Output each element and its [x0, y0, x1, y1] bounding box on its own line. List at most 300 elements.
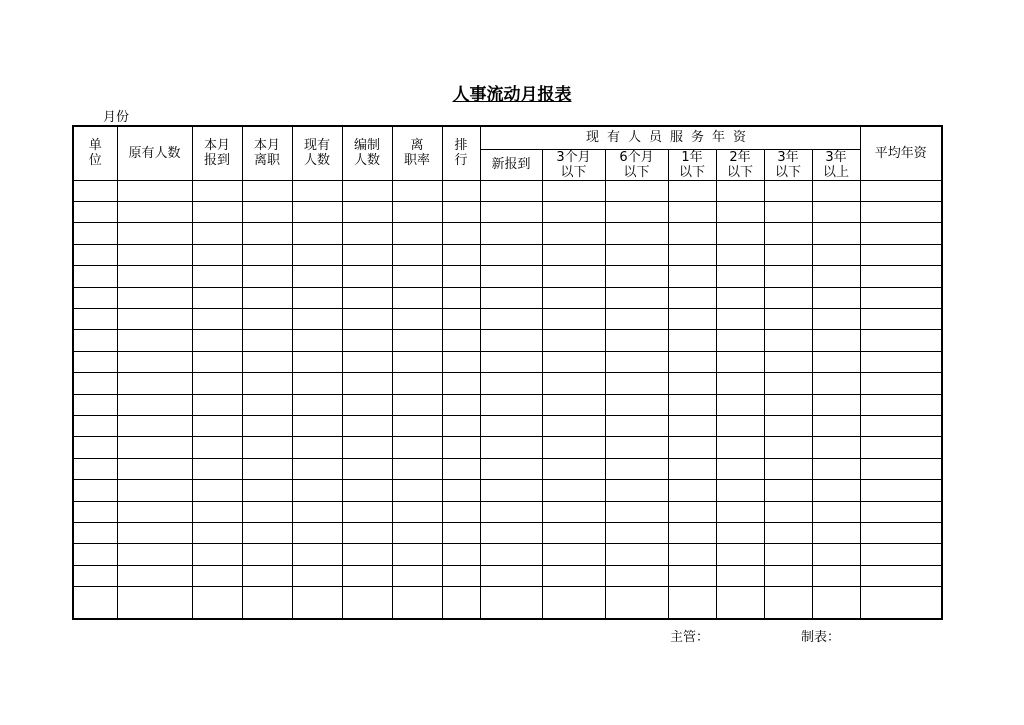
table-cell[interactable]: [242, 437, 292, 458]
table-cell[interactable]: [392, 394, 442, 415]
table-cell[interactable]: [860, 587, 942, 619]
table-cell[interactable]: [668, 523, 716, 544]
table-cell[interactable]: [342, 501, 392, 522]
table-cell[interactable]: [342, 523, 392, 544]
table-cell[interactable]: [73, 266, 117, 287]
table-cell[interactable]: [73, 330, 117, 351]
table-cell[interactable]: [605, 244, 668, 265]
table-cell[interactable]: [542, 458, 605, 479]
table-cell[interactable]: [442, 223, 480, 244]
table-cell[interactable]: [342, 565, 392, 586]
table-cell[interactable]: [860, 308, 942, 329]
table-cell[interactable]: [542, 544, 605, 565]
table-cell[interactable]: [860, 458, 942, 479]
table-cell[interactable]: [668, 201, 716, 222]
table-cell[interactable]: [342, 394, 392, 415]
table-cell[interactable]: [764, 351, 812, 372]
table-cell[interactable]: [542, 330, 605, 351]
table-cell[interactable]: [292, 480, 342, 501]
table-cell[interactable]: [605, 544, 668, 565]
table-cell[interactable]: [442, 244, 480, 265]
table-cell[interactable]: [242, 266, 292, 287]
table-cell[interactable]: [605, 458, 668, 479]
table-cell[interactable]: [192, 437, 242, 458]
table-cell[interactable]: [716, 587, 764, 619]
table-cell[interactable]: [668, 244, 716, 265]
table-cell[interactable]: [292, 587, 342, 619]
table-cell[interactable]: [242, 201, 292, 222]
table-cell[interactable]: [292, 351, 342, 372]
table-cell[interactable]: [442, 501, 480, 522]
table-cell[interactable]: [860, 415, 942, 436]
table-cell[interactable]: [812, 201, 860, 222]
table-cell[interactable]: [292, 266, 342, 287]
table-cell[interactable]: [342, 180, 392, 201]
table-cell[interactable]: [192, 415, 242, 436]
table-cell[interactable]: [668, 351, 716, 372]
table-cell[interactable]: [668, 587, 716, 619]
table-cell[interactable]: [542, 180, 605, 201]
table-cell[interactable]: [812, 351, 860, 372]
table-cell[interactable]: [480, 458, 542, 479]
table-cell[interactable]: [342, 373, 392, 394]
table-cell[interactable]: [764, 480, 812, 501]
table-cell[interactable]: [442, 544, 480, 565]
table-cell[interactable]: [605, 523, 668, 544]
table-cell[interactable]: [73, 287, 117, 308]
table-cell[interactable]: [480, 523, 542, 544]
table-cell[interactable]: [342, 587, 392, 619]
table-cell[interactable]: [716, 308, 764, 329]
table-cell[interactable]: [442, 394, 480, 415]
table-cell[interactable]: [812, 373, 860, 394]
table-cell[interactable]: [117, 394, 192, 415]
table-cell[interactable]: [117, 180, 192, 201]
table-cell[interactable]: [117, 373, 192, 394]
table-cell[interactable]: [73, 523, 117, 544]
table-cell[interactable]: [764, 180, 812, 201]
table-cell[interactable]: [812, 437, 860, 458]
table-cell[interactable]: [242, 523, 292, 544]
table-cell[interactable]: [812, 180, 860, 201]
table-cell[interactable]: [764, 308, 812, 329]
table-cell[interactable]: [542, 480, 605, 501]
table-cell[interactable]: [764, 287, 812, 308]
table-cell[interactable]: [605, 501, 668, 522]
table-cell[interactable]: [242, 458, 292, 479]
table-cell[interactable]: [542, 244, 605, 265]
table-cell[interactable]: [668, 373, 716, 394]
table-cell[interactable]: [442, 458, 480, 479]
table-cell[interactable]: [242, 544, 292, 565]
table-cell[interactable]: [605, 587, 668, 619]
table-cell[interactable]: [480, 287, 542, 308]
table-cell[interactable]: [292, 544, 342, 565]
table-cell[interactable]: [542, 201, 605, 222]
table-cell[interactable]: [392, 437, 442, 458]
table-cell[interactable]: [542, 587, 605, 619]
table-cell[interactable]: [668, 565, 716, 586]
table-cell[interactable]: [117, 244, 192, 265]
table-cell[interactable]: [117, 480, 192, 501]
table-cell[interactable]: [860, 330, 942, 351]
table-cell[interactable]: [668, 437, 716, 458]
table-cell[interactable]: [716, 266, 764, 287]
table-cell[interactable]: [716, 544, 764, 565]
table-cell[interactable]: [73, 373, 117, 394]
table-cell[interactable]: [860, 180, 942, 201]
table-cell[interactable]: [716, 287, 764, 308]
table-cell[interactable]: [716, 458, 764, 479]
table-cell[interactable]: [442, 373, 480, 394]
table-cell[interactable]: [292, 458, 342, 479]
table-cell[interactable]: [442, 415, 480, 436]
table-cell[interactable]: [480, 544, 542, 565]
table-cell[interactable]: [605, 373, 668, 394]
table-cell[interactable]: [542, 501, 605, 522]
table-cell[interactable]: [192, 458, 242, 479]
table-cell[interactable]: [73, 501, 117, 522]
table-cell[interactable]: [480, 394, 542, 415]
table-cell[interactable]: [812, 266, 860, 287]
table-cell[interactable]: [392, 480, 442, 501]
table-cell[interactable]: [860, 244, 942, 265]
table-cell[interactable]: [73, 201, 117, 222]
table-cell[interactable]: [392, 544, 442, 565]
table-cell[interactable]: [812, 394, 860, 415]
table-cell[interactable]: [392, 587, 442, 619]
table-cell[interactable]: [392, 330, 442, 351]
table-cell[interactable]: [860, 201, 942, 222]
table-cell[interactable]: [292, 308, 342, 329]
table-cell[interactable]: [342, 223, 392, 244]
table-cell[interactable]: [812, 544, 860, 565]
table-cell[interactable]: [860, 373, 942, 394]
table-cell[interactable]: [764, 266, 812, 287]
table-cell[interactable]: [812, 523, 860, 544]
table-cell[interactable]: [73, 587, 117, 619]
table-cell[interactable]: [542, 308, 605, 329]
table-cell[interactable]: [117, 523, 192, 544]
table-cell[interactable]: [73, 544, 117, 565]
table-cell[interactable]: [392, 223, 442, 244]
table-cell[interactable]: [342, 201, 392, 222]
table-cell[interactable]: [716, 501, 764, 522]
table-cell[interactable]: [542, 351, 605, 372]
table-cell[interactable]: [764, 244, 812, 265]
table-cell[interactable]: [392, 565, 442, 586]
table-cell[interactable]: [605, 394, 668, 415]
table-cell[interactable]: [192, 501, 242, 522]
table-cell[interactable]: [668, 223, 716, 244]
table-cell[interactable]: [117, 544, 192, 565]
table-cell[interactable]: [117, 223, 192, 244]
table-cell[interactable]: [392, 501, 442, 522]
table-cell[interactable]: [117, 458, 192, 479]
table-cell[interactable]: [668, 330, 716, 351]
table-cell[interactable]: [342, 266, 392, 287]
table-cell[interactable]: [292, 437, 342, 458]
table-cell[interactable]: [542, 415, 605, 436]
table-cell[interactable]: [242, 308, 292, 329]
table-cell[interactable]: [292, 244, 342, 265]
table-cell[interactable]: [605, 201, 668, 222]
table-cell[interactable]: [192, 480, 242, 501]
table-cell[interactable]: [292, 415, 342, 436]
table-cell[interactable]: [860, 523, 942, 544]
table-cell[interactable]: [812, 415, 860, 436]
table-cell[interactable]: [605, 330, 668, 351]
table-cell[interactable]: [442, 437, 480, 458]
table-cell[interactable]: [860, 501, 942, 522]
table-cell[interactable]: [668, 480, 716, 501]
table-cell[interactable]: [605, 415, 668, 436]
table-cell[interactable]: [242, 394, 292, 415]
table-cell[interactable]: [716, 351, 764, 372]
table-cell[interactable]: [480, 565, 542, 586]
table-cell[interactable]: [442, 565, 480, 586]
table-cell[interactable]: [242, 330, 292, 351]
table-cell[interactable]: [117, 266, 192, 287]
table-cell[interactable]: [542, 287, 605, 308]
table-cell[interactable]: [605, 480, 668, 501]
table-cell[interactable]: [480, 437, 542, 458]
table-cell[interactable]: [812, 308, 860, 329]
table-cell[interactable]: [860, 565, 942, 586]
table-cell[interactable]: [716, 330, 764, 351]
table-cell[interactable]: [480, 415, 542, 436]
table-cell[interactable]: [192, 201, 242, 222]
table-cell[interactable]: [860, 351, 942, 372]
table-cell[interactable]: [764, 330, 812, 351]
table-cell[interactable]: [292, 501, 342, 522]
table-cell[interactable]: [392, 458, 442, 479]
table-cell[interactable]: [392, 415, 442, 436]
table-cell[interactable]: [117, 587, 192, 619]
table-cell[interactable]: [292, 287, 342, 308]
table-cell[interactable]: [764, 373, 812, 394]
table-cell[interactable]: [860, 394, 942, 415]
table-cell[interactable]: [764, 201, 812, 222]
table-cell[interactable]: [716, 437, 764, 458]
table-cell[interactable]: [605, 223, 668, 244]
table-cell[interactable]: [480, 480, 542, 501]
table-cell[interactable]: [605, 565, 668, 586]
table-cell[interactable]: [117, 330, 192, 351]
table-cell[interactable]: [342, 351, 392, 372]
table-cell[interactable]: [716, 394, 764, 415]
table-cell[interactable]: [242, 180, 292, 201]
table-cell[interactable]: [812, 287, 860, 308]
table-cell[interactable]: [764, 501, 812, 522]
table-cell[interactable]: [764, 437, 812, 458]
table-cell[interactable]: [392, 308, 442, 329]
table-cell[interactable]: [716, 480, 764, 501]
table-cell[interactable]: [812, 223, 860, 244]
table-cell[interactable]: [242, 373, 292, 394]
table-cell[interactable]: [812, 501, 860, 522]
table-cell[interactable]: [812, 565, 860, 586]
table-cell[interactable]: [192, 287, 242, 308]
table-cell[interactable]: [716, 373, 764, 394]
table-cell[interactable]: [542, 394, 605, 415]
table-cell[interactable]: [716, 523, 764, 544]
table-cell[interactable]: [442, 180, 480, 201]
table-cell[interactable]: [392, 523, 442, 544]
table-cell[interactable]: [192, 544, 242, 565]
table-cell[interactable]: [73, 437, 117, 458]
table-cell[interactable]: [668, 544, 716, 565]
table-cell[interactable]: [292, 330, 342, 351]
table-cell[interactable]: [292, 373, 342, 394]
table-cell[interactable]: [73, 394, 117, 415]
table-cell[interactable]: [668, 308, 716, 329]
table-cell[interactable]: [342, 330, 392, 351]
table-cell[interactable]: [242, 501, 292, 522]
table-cell[interactable]: [392, 287, 442, 308]
table-cell[interactable]: [73, 244, 117, 265]
table-cell[interactable]: [480, 330, 542, 351]
table-cell[interactable]: [442, 523, 480, 544]
table-cell[interactable]: [860, 287, 942, 308]
table-cell[interactable]: [442, 351, 480, 372]
table-cell[interactable]: [764, 544, 812, 565]
table-cell[interactable]: [860, 266, 942, 287]
table-cell[interactable]: [860, 480, 942, 501]
table-cell[interactable]: [117, 351, 192, 372]
table-cell[interactable]: [442, 480, 480, 501]
table-cell[interactable]: [480, 266, 542, 287]
table-cell[interactable]: [542, 266, 605, 287]
table-cell[interactable]: [117, 501, 192, 522]
table-cell[interactable]: [242, 480, 292, 501]
table-cell[interactable]: [117, 437, 192, 458]
table-cell[interactable]: [442, 587, 480, 619]
table-cell[interactable]: [392, 180, 442, 201]
table-cell[interactable]: [73, 565, 117, 586]
table-cell[interactable]: [342, 244, 392, 265]
table-cell[interactable]: [117, 565, 192, 586]
table-cell[interactable]: [764, 415, 812, 436]
table-cell[interactable]: [480, 501, 542, 522]
table-cell[interactable]: [542, 523, 605, 544]
table-cell[interactable]: [812, 330, 860, 351]
table-cell[interactable]: [480, 587, 542, 619]
table-cell[interactable]: [480, 180, 542, 201]
table-cell[interactable]: [117, 287, 192, 308]
table-cell[interactable]: [192, 587, 242, 619]
table-cell[interactable]: [442, 266, 480, 287]
table-cell[interactable]: [192, 266, 242, 287]
table-cell[interactable]: [242, 223, 292, 244]
table-cell[interactable]: [242, 565, 292, 586]
table-cell[interactable]: [764, 223, 812, 244]
table-cell[interactable]: [392, 266, 442, 287]
table-cell[interactable]: [192, 223, 242, 244]
table-cell[interactable]: [542, 565, 605, 586]
table-cell[interactable]: [668, 266, 716, 287]
table-cell[interactable]: [242, 287, 292, 308]
table-cell[interactable]: [605, 351, 668, 372]
table-cell[interactable]: [73, 480, 117, 501]
table-cell[interactable]: [442, 201, 480, 222]
table-cell[interactable]: [292, 565, 342, 586]
table-cell[interactable]: [192, 523, 242, 544]
table-cell[interactable]: [812, 587, 860, 619]
table-cell[interactable]: [542, 437, 605, 458]
table-cell[interactable]: [716, 180, 764, 201]
table-cell[interactable]: [764, 587, 812, 619]
table-cell[interactable]: [392, 351, 442, 372]
table-cell[interactable]: [442, 287, 480, 308]
table-cell[interactable]: [668, 415, 716, 436]
table-cell[interactable]: [292, 523, 342, 544]
table-cell[interactable]: [117, 308, 192, 329]
table-cell[interactable]: [342, 458, 392, 479]
table-cell[interactable]: [442, 308, 480, 329]
table-cell[interactable]: [292, 394, 342, 415]
table-cell[interactable]: [242, 415, 292, 436]
table-cell[interactable]: [342, 480, 392, 501]
table-cell[interactable]: [242, 244, 292, 265]
table-cell[interactable]: [860, 544, 942, 565]
table-cell[interactable]: [392, 201, 442, 222]
table-cell[interactable]: [542, 223, 605, 244]
table-cell[interactable]: [342, 544, 392, 565]
table-cell[interactable]: [764, 523, 812, 544]
table-cell[interactable]: [764, 394, 812, 415]
table-cell[interactable]: [292, 180, 342, 201]
table-cell[interactable]: [192, 308, 242, 329]
table-cell[interactable]: [605, 266, 668, 287]
table-cell[interactable]: [342, 437, 392, 458]
table-cell[interactable]: [605, 287, 668, 308]
table-cell[interactable]: [812, 480, 860, 501]
table-cell[interactable]: [242, 587, 292, 619]
table-cell[interactable]: [192, 180, 242, 201]
table-cell[interactable]: [764, 565, 812, 586]
table-cell[interactable]: [668, 458, 716, 479]
table-cell[interactable]: [480, 373, 542, 394]
table-cell[interactable]: [542, 373, 605, 394]
table-cell[interactable]: [860, 223, 942, 244]
table-cell[interactable]: [73, 223, 117, 244]
table-cell[interactable]: [812, 458, 860, 479]
table-cell[interactable]: [605, 308, 668, 329]
table-cell[interactable]: [605, 437, 668, 458]
table-cell[interactable]: [480, 351, 542, 372]
table-cell[interactable]: [192, 330, 242, 351]
table-cell[interactable]: [860, 437, 942, 458]
table-cell[interactable]: [342, 287, 392, 308]
table-cell[interactable]: [342, 415, 392, 436]
table-cell[interactable]: [192, 373, 242, 394]
table-cell[interactable]: [764, 458, 812, 479]
table-cell[interactable]: [480, 223, 542, 244]
table-cell[interactable]: [716, 244, 764, 265]
table-cell[interactable]: [73, 308, 117, 329]
table-cell[interactable]: [480, 244, 542, 265]
table-cell[interactable]: [480, 308, 542, 329]
table-cell[interactable]: [117, 415, 192, 436]
table-cell[interactable]: [292, 201, 342, 222]
table-cell[interactable]: [812, 244, 860, 265]
table-cell[interactable]: [668, 501, 716, 522]
table-cell[interactable]: [73, 180, 117, 201]
table-cell[interactable]: [716, 415, 764, 436]
table-cell[interactable]: [192, 244, 242, 265]
table-cell[interactable]: [73, 415, 117, 436]
